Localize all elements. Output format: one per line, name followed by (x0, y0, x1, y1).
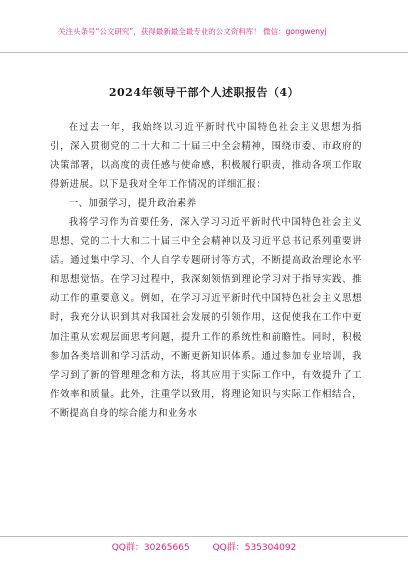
section-heading: 一、加强学习，提升政治素养 (68, 198, 197, 210)
document-body (50, 118, 362, 423)
paragraph-intro: 在过去一年，我始终以习近平新时代中国特色社会主义思想为指引，深入贯彻党的二十大和二十届三中全会精神，围绕市委、市政府的决策部署，以高度的责任感与使命感，积极履行职责，推动各项工作取得新进展。以下是我对全年工作情况的详细汇报： (50, 122, 362, 191)
footer-contacts (0, 540, 408, 553)
qq-group-1: QQ群：30265665 (111, 543, 190, 553)
page-header (0, 0, 408, 53)
paragraph-study: 我将学习作为首要任务，深入学习习近平新时代中国特色社会主义思想、党的二十大和二十届三中全会精神以及习近平总书记系列重要讲话。通过集中学习、个人自学专题研讨等方式，不断提高政治理论水平和思想觉悟。在学习过程中，我深刻领悟到理论学习对于指导实践、推动工作的重要意义。例如，在学习习近平新时代中国特色社会主义思想时，我充分认识到其对我国社会发展的引领作用，这促使我在工作中更加注重从宏观层面思考问题，提升工作的系统性和前瞻性。同时，积极参加各类培训和学习活动，不断更新知识体系。通过参加专业培训，我学习到了新的管理理念和方法，将其应用于实际工作中，有效提升了工作效率和质量。此外，注重学以致用，将理论知识与实际工作相结合，不断提高自身的综合能力和业务水 (50, 217, 362, 419)
qq-group-2: QQ群：535304092 (212, 543, 297, 553)
document-title: 2024年领导干部个人述职报告（4） (108, 86, 300, 99)
page-footer (0, 536, 408, 557)
header-notice: 关注头条号“公文研究”，获得最新最全最专业的公文资料库！ 微信：gongwenyj (58, 27, 327, 36)
